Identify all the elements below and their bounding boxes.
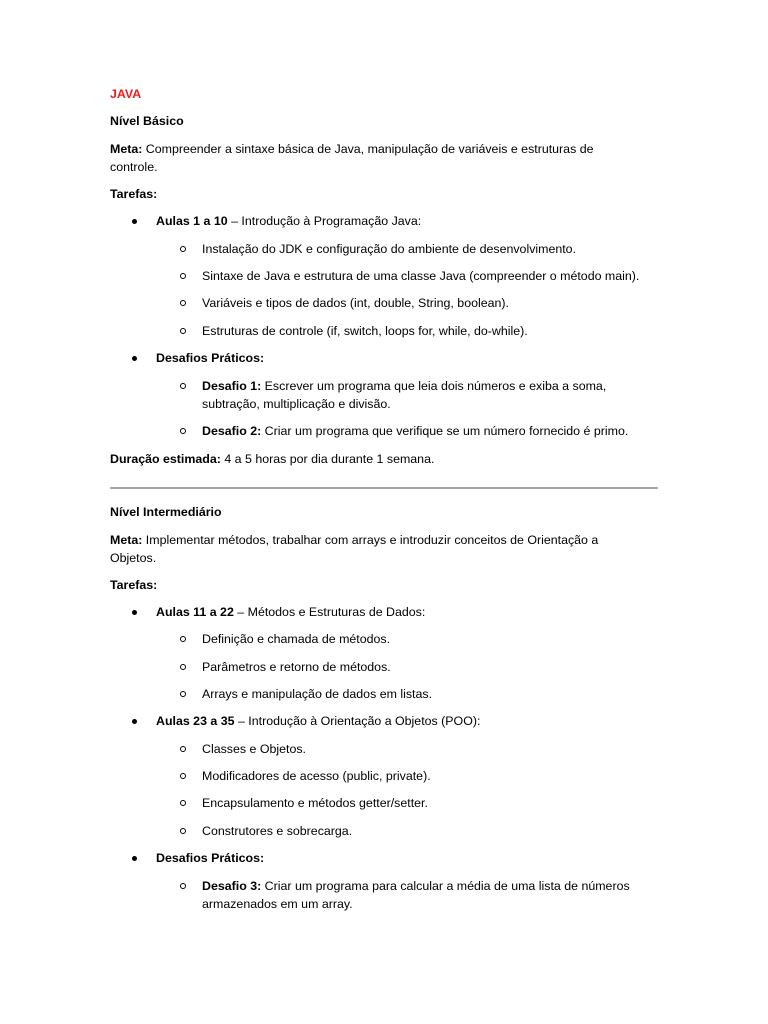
circle-bullet-icon (180, 246, 186, 252)
bullet-icon (132, 719, 137, 724)
intermediate-challenge-3: Desafio 3: Criar um programa para calcular a média de uma lista de números armazenados em um array. (202, 877, 652, 913)
basic-challenge-2: Desafio 2: Criar um programa que verifique se um número fornecido é primo. (202, 422, 672, 440)
basic-meta: Meta: Compreender a sintaxe básica de Java, manipulação de variáveis e estruturas de controle. (110, 142, 594, 174)
intermediate-item-lessons-11-22: Aulas 11 a 22 – Métodos e Estruturas de Dados: (156, 603, 656, 621)
intermediate-tasks-label: Tarefas: (110, 578, 158, 592)
circle-bullet-icon (180, 691, 186, 697)
intermediate-sub-item: Parâmetros e retorno de métodos. (202, 658, 672, 676)
circle-bullet-icon (180, 636, 186, 642)
basic-sub-item: Sintaxe de Java e estrutura de uma classe Java (compreender o método main). (202, 267, 672, 285)
circle-bullet-icon (180, 746, 186, 752)
circle-bullet-icon (180, 300, 186, 306)
intermediate-sub-item: Definição e chamada de métodos. (202, 630, 672, 648)
bullet-icon (132, 610, 137, 615)
circle-bullet-icon (180, 273, 186, 279)
bullet-icon (132, 356, 137, 361)
bullet-icon (132, 856, 137, 861)
basic-tasks-label: Tarefas: (110, 187, 158, 201)
intermediate-sub-item: Encapsulamento e métodos getter/setter. (202, 794, 672, 812)
circle-bullet-icon (180, 883, 186, 889)
intermediate-item-challenges: Desafios Práticos: (156, 849, 656, 867)
basic-duration: Duração estimada: 4 a 5 horas por dia durante 1 semana. (110, 452, 435, 466)
basic-sub-item: Instalação do JDK e configuração do ambiente de desenvolvimento. (202, 240, 672, 258)
circle-bullet-icon (180, 428, 186, 434)
basic-sub-item: Estruturas de controle (if, switch, loops for, while, do-while). (202, 322, 672, 340)
circle-bullet-icon (180, 800, 186, 806)
document-title: JAVA (110, 87, 142, 101)
intermediate-meta: Meta: Implementar métodos, trabalhar com arrays e introduzir conceitos de Orientação a Objetos. (110, 533, 599, 565)
circle-bullet-icon (180, 664, 186, 670)
basic-challenge-1: Desafio 1: Escrever um programa que leia dois números e exiba a soma, subtração, multiplicação e divisão. (202, 377, 642, 413)
circle-bullet-icon (180, 773, 186, 779)
bullet-icon (132, 219, 137, 224)
intermediate-item-lessons-23-35: Aulas 23 a 35 – Introdução à Orientação a Objetos (POO): (156, 712, 656, 730)
intermediate-sub-item: Modificadores de acesso (public, private). (202, 767, 672, 785)
circle-bullet-icon (180, 328, 186, 334)
basic-item-lessons-1-10: Aulas 1 a 10 – Introdução à Programação Java: (156, 212, 656, 230)
basic-level-heading: Nível Básico (110, 114, 184, 128)
intermediate-sub-item: Arrays e manipulação de dados em listas. (202, 685, 672, 703)
intermediate-level-heading: Nível Intermediário (110, 505, 222, 519)
intermediate-sub-item: Classes e Objetos. (202, 740, 672, 758)
section-divider (110, 487, 658, 489)
circle-bullet-icon (180, 828, 186, 834)
basic-sub-item: Variáveis e tipos de dados (int, double, String, boolean). (202, 294, 672, 312)
intermediate-sub-item: Construtores e sobrecarga. (202, 822, 672, 840)
basic-item-challenges: Desafios Práticos: (156, 349, 656, 367)
circle-bullet-icon (180, 383, 186, 389)
